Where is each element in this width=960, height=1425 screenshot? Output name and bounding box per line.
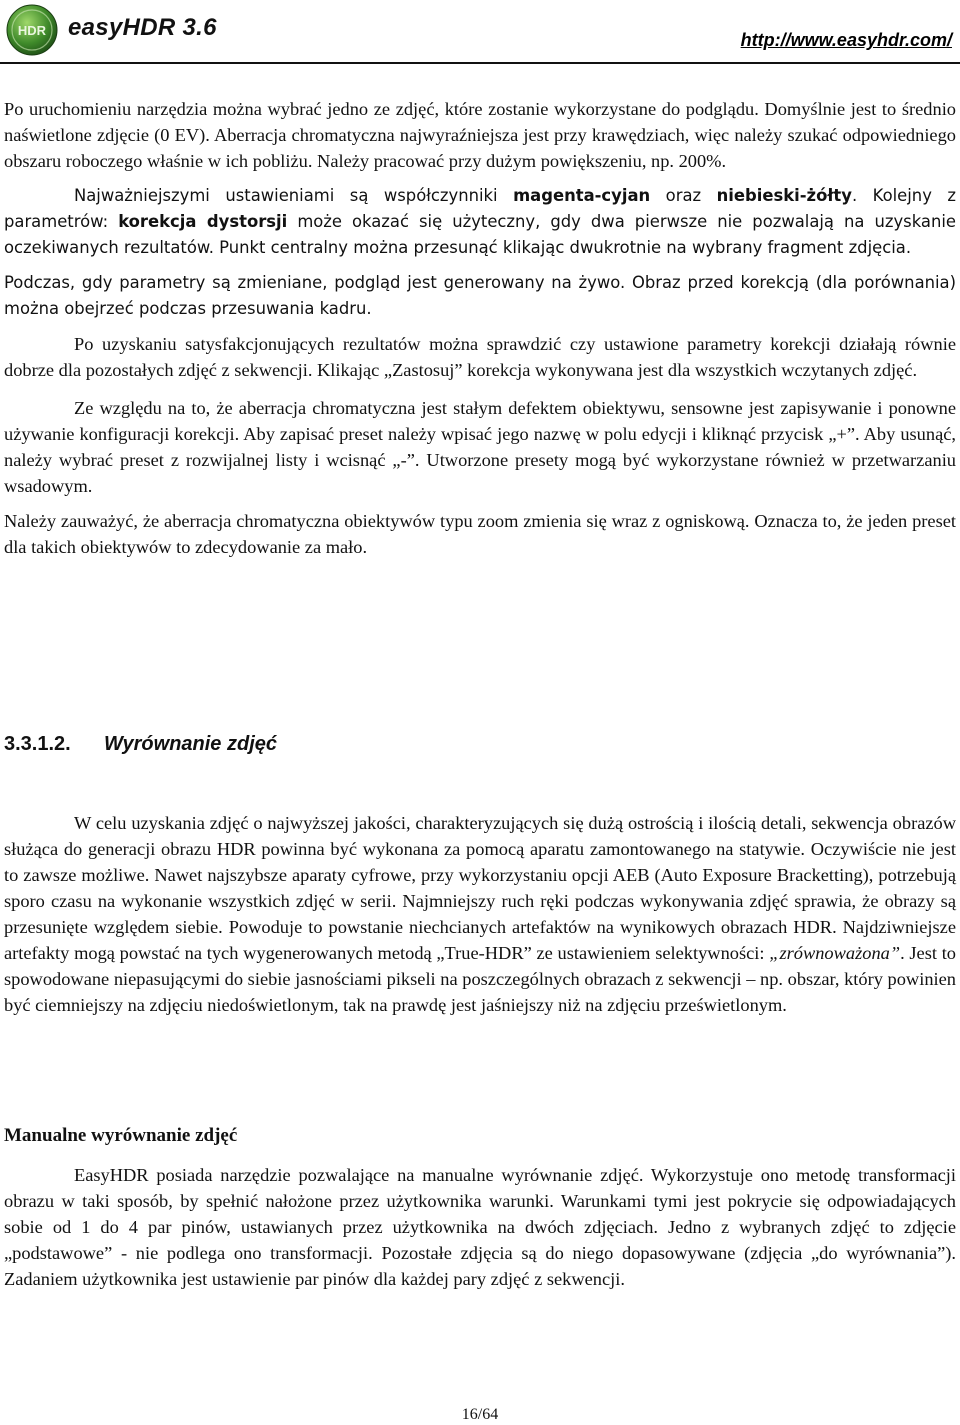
page-number: 16/64 bbox=[461, 1406, 499, 1423]
section-heading bbox=[4, 733, 277, 756]
header-divider bbox=[0, 62, 960, 64]
paragraph-8: EasyHDR posiada narzędzie pozwalające na manualne wyrównanie zdjęć. Wykorzystuje ono metodę transformacji obrazu w taki sposób, by spełnić nałożone przez użytkownika warunki. Warunkami tymi jest pokrycie się odpowiadających sobie od 1 do 4 par pinów, ustawianych przez użytkownika na dwóch zdjęciach. Jedno z wybranych zdjęć to zdjęcie „podstawowe” - nie podlega ono transformacji. Pozostałe zdjęcia są do niego dopasowywane (zdjęcia „do wyrównania”). Zadaniem użytkownika jest ustawienie par pinów dla każdej pary zdjęć z sekwencji. bbox=[4, 1165, 956, 1289]
paragraph-5: Ze względu na to, że aberracja chromatyczna jest stałym defektem obiektywu, sensowne jest zapisywanie i ponowne używanie konfiguracji korekcji. Aby zapisać preset należy wpisać jego nazwę w polu edycji i kliknąć przycisk „+”. Aby usunąć, należy wybrać preset z rozwijalnej listy i wcisnąć „-”. Utworzone presety mogą być wykorzystane również w przetwarzaniu wsadowym. bbox=[4, 398, 956, 496]
website-link[interactable]: http://www.easyhdr.com/ bbox=[740, 30, 952, 50]
body-text-2 bbox=[4, 810, 956, 1018]
paragraph-4: Po uzyskaniu satysfakcjonujących rezultatów można sprawdzić czy ustawione parametry korekcji działają równie dobrze dla pozostałych zdjęć z sekwencji. Klikając „Zastosuj” korekcja wykonywana jest dla wszystkich wczytanych zdjęć. bbox=[4, 334, 956, 380]
page-header bbox=[0, 0, 960, 66]
section-title: Wyrównanie zdjęć bbox=[104, 733, 278, 755]
section-number: 3.3.1.2. bbox=[4, 733, 71, 755]
easyhdr-logo-icon bbox=[6, 4, 58, 56]
body-text-1 bbox=[4, 96, 956, 560]
body-text-3 bbox=[4, 1162, 956, 1292]
subheading: Manualne wyrównanie zdjęć bbox=[4, 1125, 238, 1146]
svg-text:HDR: HDR bbox=[17, 23, 47, 38]
paragraph-2: Najważniejszymi ustawieniami są współczynniki magenta-cyjan oraz niebieski-żółty. Kolejny z parametrów: korekcja dystorsji może okazać się użyteczny, gdy dwa pierwsze nie pozwalają na uzyskanie oczekiwanych rezultatów. Punkt centralny można przesunąć klikając dwukrotnie na wybrany fragment zdjęcia. bbox=[4, 186, 956, 257]
paragraph-7: W celu uzyskania zdjęć o najwyższej jakości, charakteryzujących się dużą ostrością i ilością detali, sekwencja obrazów służąca do generacji obrazu HDR powinna być wykonana za pomocą aparatu zamontowanego na statywie. Oczywiście nie jest to zawsze możliwe. Nawet najszybsze aparaty cyfrowe, przy wykorzystaniu opcji AEB (Auto Exposure Bracketting), potrzebują sporo czasu na wykonanie wszystkich zdjęć w serii. Najmniejszy ruch ręki podczas wykonywania zdjęć sprawia, że obrazy są przesunięte względem siebie. Powoduje to powstanie niechcianych artefaktów na wynikowych obrazach HDR. Najdziwniejsze artefakty mogą powstać na tych wygenerowanych metodą „True-HDR” ze ustawieniem selektywności: „zrównoważona”. Jest to spowodowane niepasującymi do siebie jasnościami pikseli na poszczególnych obrazach z sekwencji – np. obszar, który powinien być ciemniejszy na zdjęciu niedoświetlonym, tak na prawdę jest jaśniejszy niż na zdjęciu prześwietlonym. bbox=[4, 813, 957, 1015]
paragraph-3: Podczas, gdy parametry są zmieniane, podgląd jest generowany na żywo. Obraz przed korekcją (dla porównania) można obejrzeć podczas przesuwania kadru. bbox=[4, 273, 956, 318]
paragraph-6: Należy zauważyć, że aberracja chromatyczna obiektywów typu zoom zmienia się wraz z ogniskową. Oznacza to, że jeden preset dla takich obiektywów to zdecydowanie za mało. bbox=[4, 511, 956, 557]
paragraph-1: Po uruchomieniu narzędzia można wybrać jedno ze zdjęć, które zostanie wykorzystane do podglądu. Domyślnie jest to średnio naświetlone zdjęcie (0 EV). Aberracja chromatyczna najwyraźniejsza jest przy krawędziach, więc należy szukać odpowiedniego obszaru roboczego właśnie w ich pobliżu. Należy pracować przy dużym powiększeniu, np. 200%. bbox=[4, 99, 956, 171]
brand-title: easyHDR 3.6 bbox=[68, 14, 217, 41]
